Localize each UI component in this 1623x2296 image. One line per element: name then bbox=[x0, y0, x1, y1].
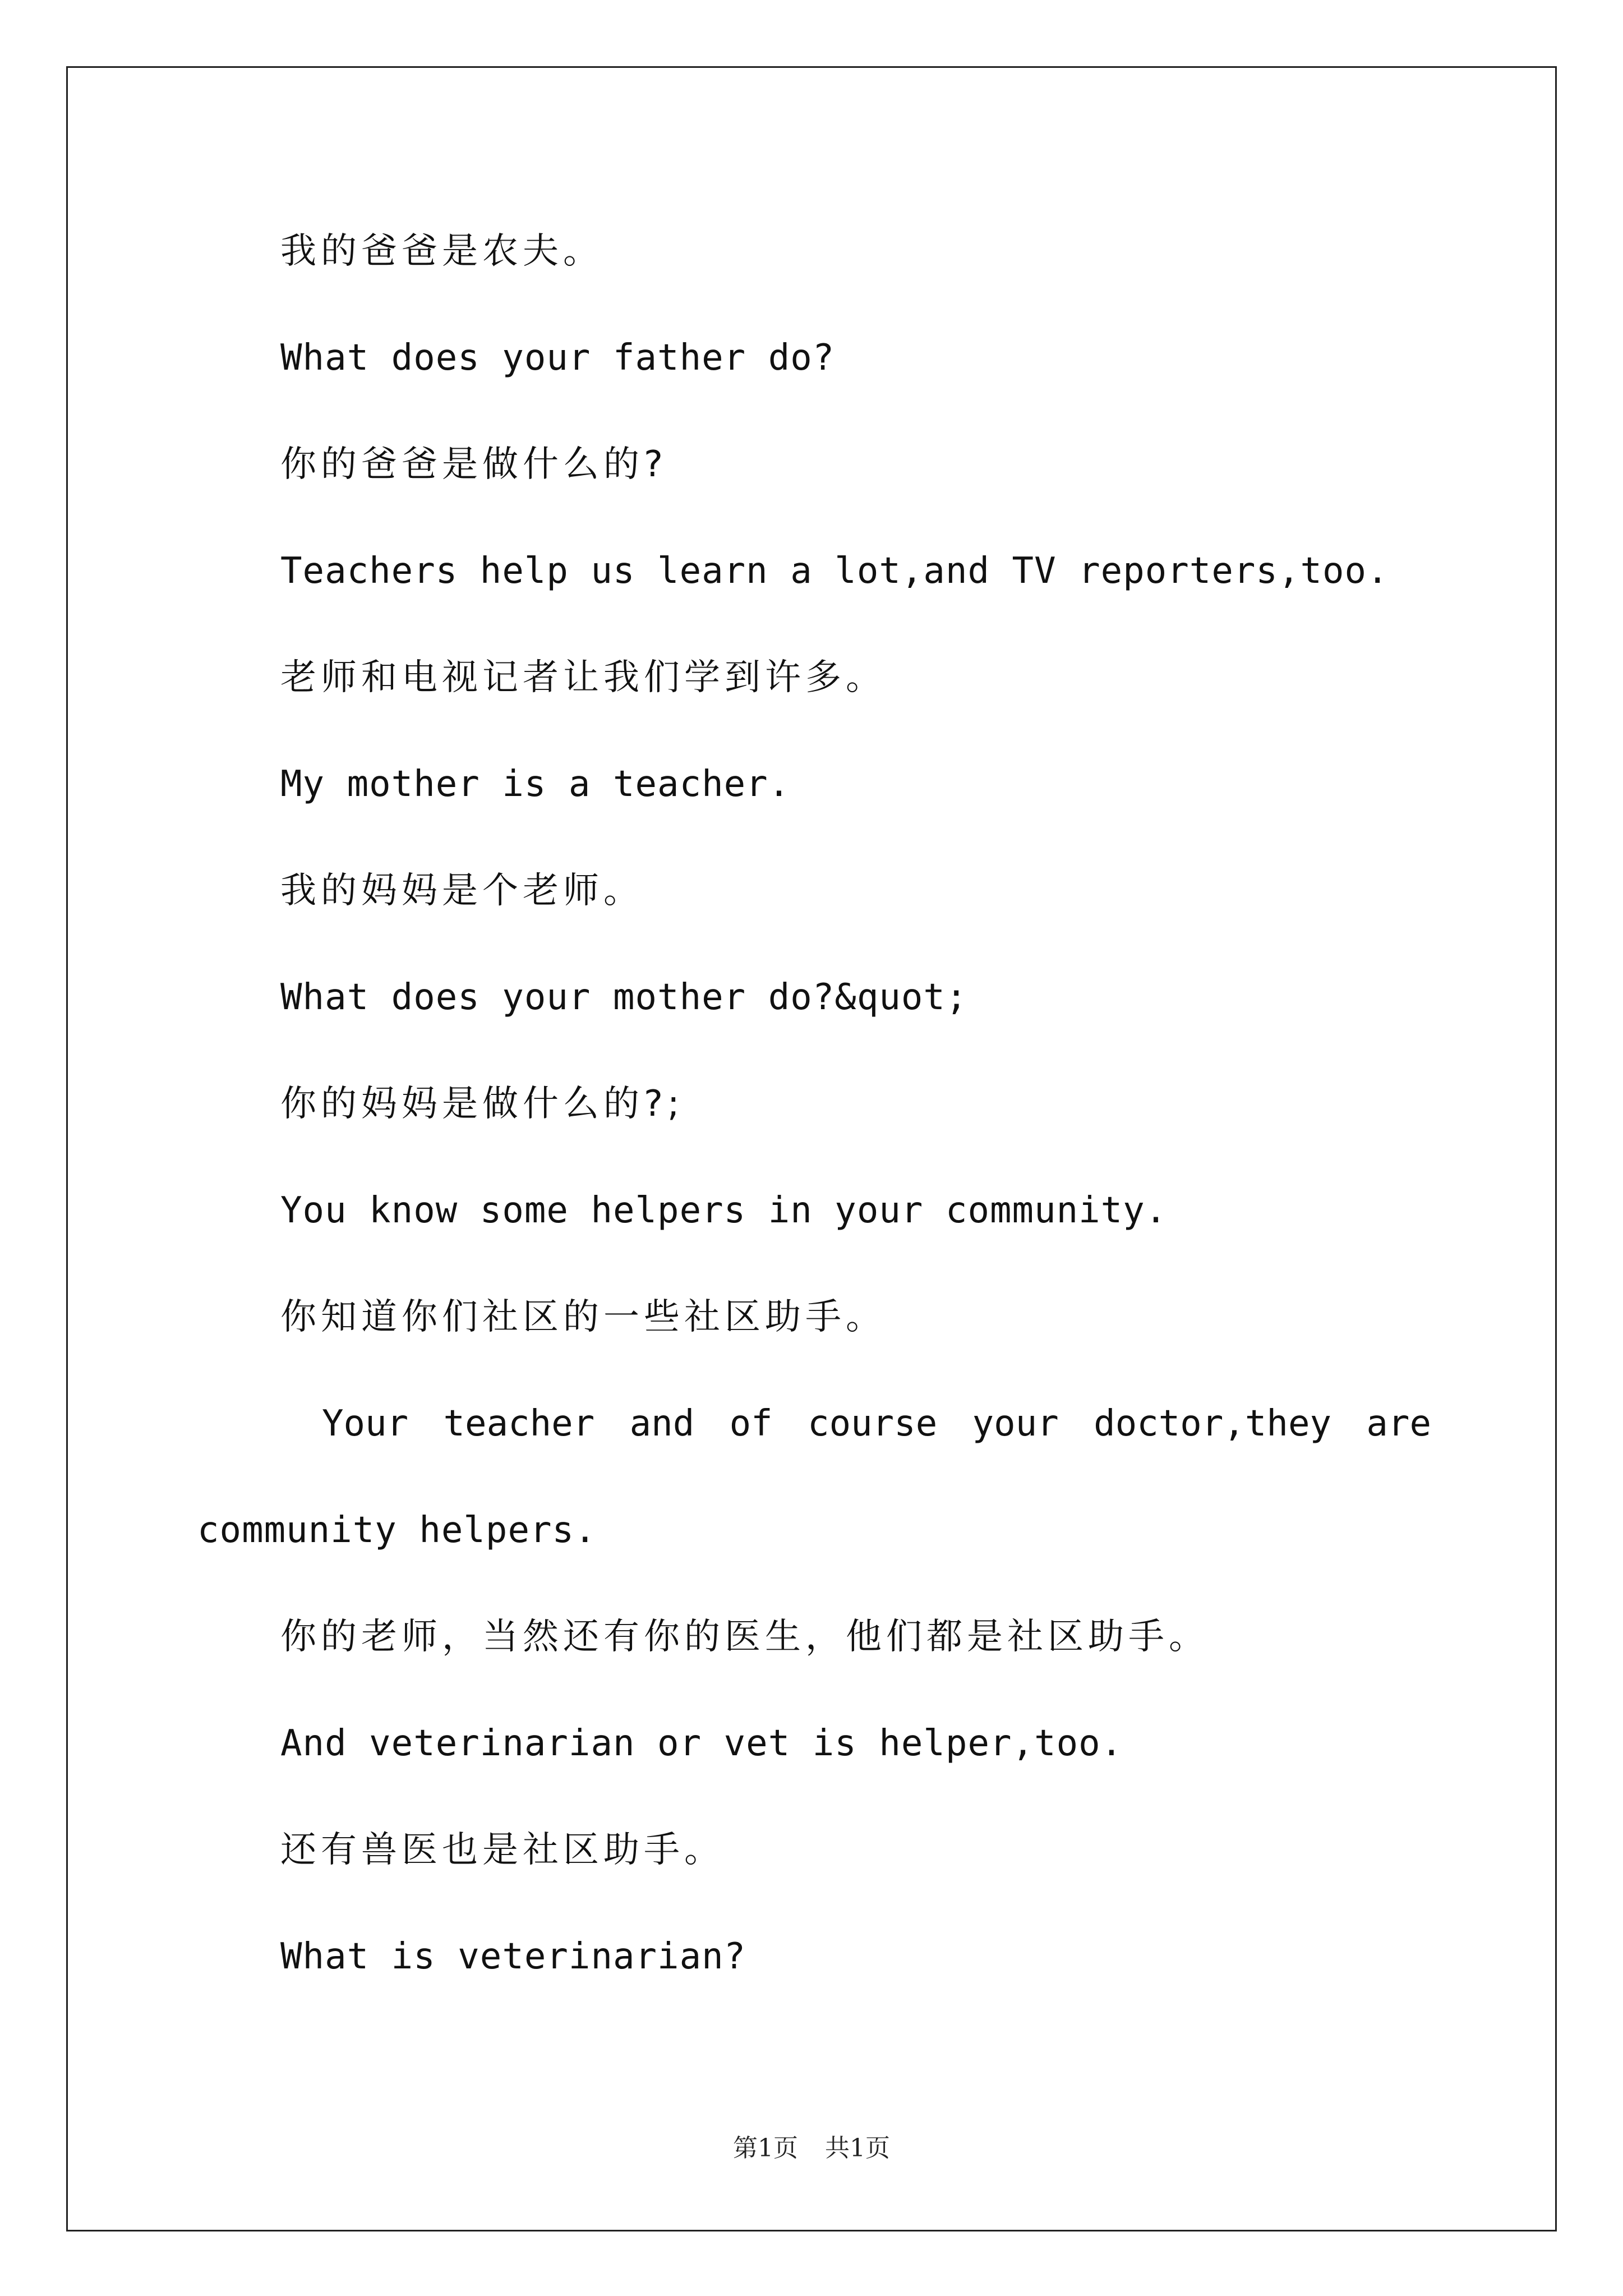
text-line: Teachers help us learn a lot,and TV reporters,too. bbox=[280, 550, 1389, 592]
text-line: 你的爸爸是做什么的? bbox=[280, 444, 667, 485]
text-line: What does your mother do?&quot; bbox=[280, 977, 968, 1018]
page-frame bbox=[66, 66, 1557, 2231]
text-line-continuation: community helpers. bbox=[197, 1510, 597, 1551]
text-line: What is veterinarian? bbox=[280, 1936, 746, 1977]
text-line: 老师和电视记者让我们学到许多。 bbox=[280, 657, 886, 698]
text-line: 我的爸爸是农夫。 bbox=[280, 231, 603, 272]
text-line: 你的妈妈是做什么的?; bbox=[280, 1083, 684, 1125]
text-line: 我的妈妈是个老师。 bbox=[280, 870, 644, 912]
text-line: My mother is a teacher. bbox=[280, 763, 791, 805]
word: Your bbox=[322, 1403, 409, 1444]
word: and bbox=[629, 1403, 695, 1444]
page-footer bbox=[0, 2133, 1623, 2164]
word: your bbox=[972, 1403, 1059, 1444]
word: doctor,they bbox=[1094, 1403, 1331, 1444]
word: of bbox=[729, 1403, 773, 1444]
text-line: And veterinarian or vet is helper,too. bbox=[280, 1723, 1123, 1764]
text-line: You know some helpers in your community. bbox=[280, 1190, 1168, 1231]
page-number: 第1页 bbox=[733, 2134, 798, 2162]
text-line: 你知道你们社区的一些社区助手。 bbox=[280, 1296, 886, 1338]
word: course bbox=[808, 1403, 938, 1444]
text-line: 还有兽医也是社区助手。 bbox=[280, 1829, 725, 1871]
word: teacher bbox=[443, 1403, 595, 1444]
word: are bbox=[1366, 1403, 1431, 1444]
text-line: 你的老师，当然还有你的医生，他们都是社区助手。 bbox=[280, 1616, 1209, 1658]
justified-text-line bbox=[322, 1401, 1431, 1446]
page-total: 共1页 bbox=[825, 2134, 890, 2162]
text-line: What does your father do? bbox=[280, 337, 835, 379]
